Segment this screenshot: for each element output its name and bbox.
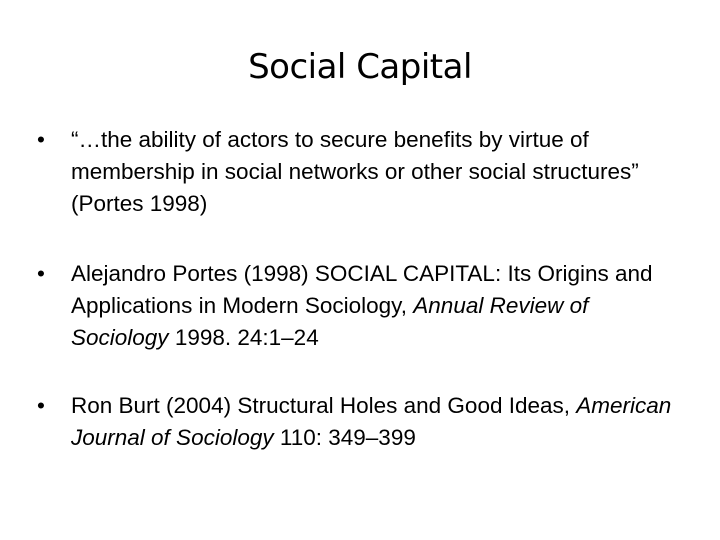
reference-text: Ron Burt (2004) Structural Holes and Good Ideas, <box>71 393 577 418</box>
bullet-text: “…the ability of actors to secure benefits by virtue of membership in social networks or other social structures” (Portes 1998) <box>71 127 639 216</box>
bullet-dot-icon: • <box>37 261 45 286</box>
journal-title: Annual Review of Sociology <box>71 293 589 350</box>
bullet-item-portes-reference <box>37 258 691 354</box>
bullet-dot-icon: • <box>37 393 45 418</box>
slide-title: Social Capital <box>248 47 472 87</box>
reference-citation: 1998. 24:1–24 <box>168 325 319 350</box>
bullet-item-portes-quote <box>37 124 691 220</box>
reference-text: Alejandro Portes (1998) SOCIAL CAPITAL: Its Origins and Applications in Modern Sociology, <box>71 261 653 318</box>
bullet-item-burt-reference <box>37 390 691 454</box>
reference-citation: 110: 349–399 <box>273 425 416 450</box>
bullet-dot-icon: • <box>37 127 45 152</box>
journal-title: American Journal of Sociology <box>71 393 672 450</box>
